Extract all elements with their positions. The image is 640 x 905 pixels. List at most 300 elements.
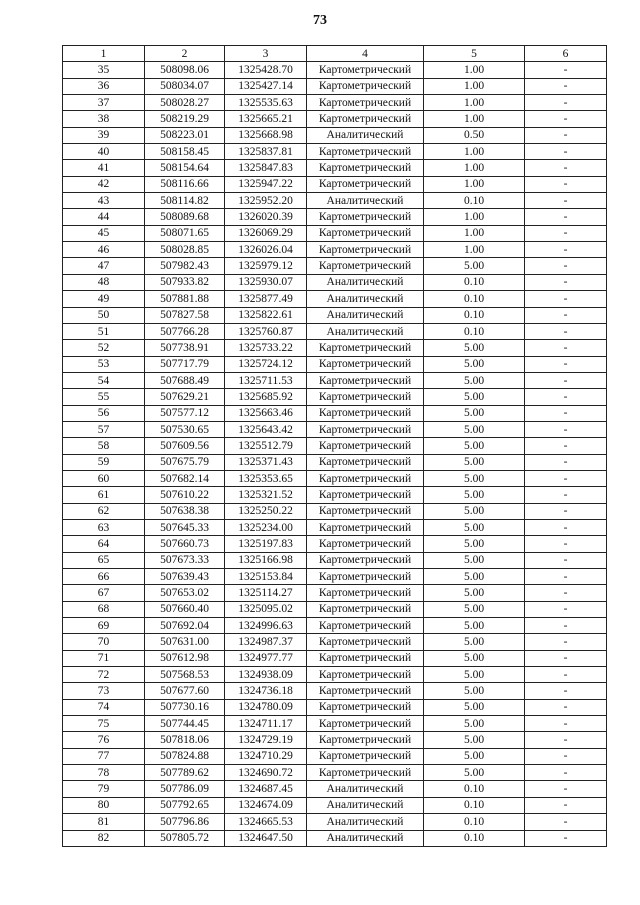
accuracy-cell: 5.00	[424, 634, 525, 650]
accuracy-cell: 0.10	[424, 797, 525, 813]
point-number-cell: 37	[63, 95, 145, 111]
table-row	[63, 503, 607, 519]
method-cell: Картометрический	[307, 258, 424, 274]
note-cell: -	[525, 650, 607, 666]
table-row	[63, 569, 607, 585]
method-cell: Картометрический	[307, 144, 424, 160]
x-coordinate-cell: 508116.66	[145, 176, 225, 192]
accuracy-cell: 5.00	[424, 438, 525, 454]
method-cell: Картометрический	[307, 716, 424, 732]
method-cell: Картометрический	[307, 470, 424, 486]
y-coordinate-cell: 1324996.63	[225, 618, 307, 634]
accuracy-cell: 5.00	[424, 356, 525, 372]
x-coordinate-cell: 507653.02	[145, 585, 225, 601]
table-row	[63, 650, 607, 666]
point-number-cell: 62	[63, 503, 145, 519]
table-row	[63, 748, 607, 764]
note-cell: -	[525, 193, 607, 209]
x-coordinate-cell: 507933.82	[145, 274, 225, 290]
table-row	[63, 781, 607, 797]
note-cell: -	[525, 225, 607, 241]
x-coordinate-cell: 507530.65	[145, 421, 225, 437]
accuracy-cell: 5.00	[424, 503, 525, 519]
point-number-cell: 47	[63, 258, 145, 274]
accuracy-cell: 5.00	[424, 683, 525, 699]
method-cell: Картометрический	[307, 438, 424, 454]
table-row	[63, 307, 607, 323]
coordinates-table	[62, 45, 607, 847]
point-number-cell: 54	[63, 372, 145, 388]
note-cell: -	[525, 814, 607, 830]
accuracy-cell: 5.00	[424, 569, 525, 585]
accuracy-cell: 5.00	[424, 585, 525, 601]
table-row	[63, 95, 607, 111]
point-number-cell: 45	[63, 225, 145, 241]
table-row	[63, 78, 607, 94]
table-row	[63, 193, 607, 209]
table-row	[63, 258, 607, 274]
table-header-row	[63, 46, 607, 62]
accuracy-cell: 1.00	[424, 225, 525, 241]
y-coordinate-cell: 1324710.29	[225, 748, 307, 764]
note-cell: -	[525, 503, 607, 519]
method-cell: Картометрический	[307, 372, 424, 388]
point-number-cell: 40	[63, 144, 145, 160]
point-number-cell: 59	[63, 454, 145, 470]
method-cell: Аналитический	[307, 291, 424, 307]
table-row	[63, 389, 607, 405]
method-cell: Картометрический	[307, 487, 424, 503]
x-coordinate-cell: 507982.43	[145, 258, 225, 274]
method-cell: Картометрический	[307, 732, 424, 748]
note-cell: -	[525, 552, 607, 568]
point-number-cell: 70	[63, 634, 145, 650]
note-cell: -	[525, 748, 607, 764]
note-cell: -	[525, 765, 607, 781]
method-cell: Картометрический	[307, 209, 424, 225]
y-coordinate-cell: 1325234.00	[225, 519, 307, 535]
table-row	[63, 372, 607, 388]
accuracy-cell: 5.00	[424, 470, 525, 486]
note-cell: -	[525, 569, 607, 585]
note-cell: -	[525, 291, 607, 307]
accuracy-cell: 0.10	[424, 193, 525, 209]
note-cell: -	[525, 716, 607, 732]
column-header: 2	[145, 46, 225, 62]
y-coordinate-cell: 1325353.65	[225, 470, 307, 486]
x-coordinate-cell: 507639.43	[145, 569, 225, 585]
table-row	[63, 699, 607, 715]
x-coordinate-cell: 507682.14	[145, 470, 225, 486]
point-number-cell: 49	[63, 291, 145, 307]
note-cell: -	[525, 307, 607, 323]
table-row	[63, 830, 607, 846]
point-number-cell: 39	[63, 127, 145, 143]
point-number-cell: 38	[63, 111, 145, 127]
point-number-cell: 75	[63, 716, 145, 732]
x-coordinate-cell: 507827.58	[145, 307, 225, 323]
x-coordinate-cell: 508071.65	[145, 225, 225, 241]
method-cell: Аналитический	[307, 193, 424, 209]
accuracy-cell: 5.00	[424, 405, 525, 421]
accuracy-cell: 5.00	[424, 421, 525, 437]
note-cell: -	[525, 487, 607, 503]
accuracy-cell: 5.00	[424, 716, 525, 732]
accuracy-cell: 5.00	[424, 765, 525, 781]
table-body	[63, 62, 607, 847]
point-number-cell: 77	[63, 748, 145, 764]
y-coordinate-cell: 1324665.53	[225, 814, 307, 830]
method-cell: Картометрический	[307, 503, 424, 519]
method-cell: Картометрический	[307, 111, 424, 127]
column-header: 4	[307, 46, 424, 62]
y-coordinate-cell: 1325095.02	[225, 601, 307, 617]
y-coordinate-cell: 1325643.42	[225, 421, 307, 437]
y-coordinate-cell: 1324647.50	[225, 830, 307, 846]
y-coordinate-cell: 1324729.19	[225, 732, 307, 748]
x-coordinate-cell: 507789.62	[145, 765, 225, 781]
accuracy-cell: 5.00	[424, 552, 525, 568]
point-number-cell: 46	[63, 242, 145, 258]
table-row	[63, 601, 607, 617]
note-cell: -	[525, 454, 607, 470]
table-row	[63, 225, 607, 241]
y-coordinate-cell: 1325822.61	[225, 307, 307, 323]
accuracy-cell: 1.00	[424, 95, 525, 111]
point-number-cell: 79	[63, 781, 145, 797]
method-cell: Картометрический	[307, 62, 424, 78]
accuracy-cell: 0.50	[424, 127, 525, 143]
method-cell: Картометрический	[307, 78, 424, 94]
table-row	[63, 683, 607, 699]
note-cell: -	[525, 95, 607, 111]
x-coordinate-cell: 508098.06	[145, 62, 225, 78]
x-coordinate-cell: 507629.21	[145, 389, 225, 405]
y-coordinate-cell: 1325371.43	[225, 454, 307, 470]
accuracy-cell: 1.00	[424, 62, 525, 78]
note-cell: -	[525, 601, 607, 617]
y-coordinate-cell: 1325428.70	[225, 62, 307, 78]
point-number-cell: 52	[63, 340, 145, 356]
table-row	[63, 618, 607, 634]
y-coordinate-cell: 1326026.04	[225, 242, 307, 258]
x-coordinate-cell: 507645.33	[145, 519, 225, 535]
method-cell: Картометрический	[307, 176, 424, 192]
accuracy-cell: 5.00	[424, 601, 525, 617]
point-number-cell: 48	[63, 274, 145, 290]
table-row	[63, 470, 607, 486]
table-row	[63, 160, 607, 176]
y-coordinate-cell: 1325979.12	[225, 258, 307, 274]
accuracy-cell: 5.00	[424, 454, 525, 470]
accuracy-cell: 0.10	[424, 274, 525, 290]
y-coordinate-cell: 1325663.46	[225, 405, 307, 421]
x-coordinate-cell: 507660.73	[145, 536, 225, 552]
note-cell: -	[525, 634, 607, 650]
column-header: 3	[225, 46, 307, 62]
accuracy-cell: 0.10	[424, 291, 525, 307]
x-coordinate-cell: 507610.22	[145, 487, 225, 503]
point-number-cell: 42	[63, 176, 145, 192]
x-coordinate-cell: 507631.00	[145, 634, 225, 650]
method-cell: Картометрический	[307, 519, 424, 535]
note-cell: -	[525, 830, 607, 846]
point-number-cell: 71	[63, 650, 145, 666]
x-coordinate-cell: 507673.33	[145, 552, 225, 568]
x-coordinate-cell: 507738.91	[145, 340, 225, 356]
note-cell: -	[525, 340, 607, 356]
note-cell: -	[525, 111, 607, 127]
point-number-cell: 80	[63, 797, 145, 813]
point-number-cell: 44	[63, 209, 145, 225]
x-coordinate-cell: 507792.65	[145, 797, 225, 813]
y-coordinate-cell: 1325153.84	[225, 569, 307, 585]
x-coordinate-cell: 507818.06	[145, 732, 225, 748]
method-cell: Аналитический	[307, 814, 424, 830]
y-coordinate-cell: 1325837.81	[225, 144, 307, 160]
y-coordinate-cell: 1325733.22	[225, 340, 307, 356]
x-coordinate-cell: 507577.12	[145, 405, 225, 421]
y-coordinate-cell: 1325947.22	[225, 176, 307, 192]
y-coordinate-cell: 1325685.92	[225, 389, 307, 405]
table-row	[63, 634, 607, 650]
table-row	[63, 797, 607, 813]
accuracy-cell: 5.00	[424, 667, 525, 683]
method-cell: Картометрический	[307, 225, 424, 241]
x-coordinate-cell: 508114.82	[145, 193, 225, 209]
y-coordinate-cell: 1324987.37	[225, 634, 307, 650]
x-coordinate-cell: 507881.88	[145, 291, 225, 307]
point-number-cell: 69	[63, 618, 145, 634]
y-coordinate-cell: 1325724.12	[225, 356, 307, 372]
note-cell: -	[525, 176, 607, 192]
y-coordinate-cell: 1324711.17	[225, 716, 307, 732]
point-number-cell: 67	[63, 585, 145, 601]
point-number-cell: 81	[63, 814, 145, 830]
method-cell: Картометрический	[307, 552, 424, 568]
point-number-cell: 68	[63, 601, 145, 617]
table-row	[63, 62, 607, 78]
table-row	[63, 405, 607, 421]
accuracy-cell: 5.00	[424, 340, 525, 356]
method-cell: Картометрический	[307, 242, 424, 258]
point-number-cell: 57	[63, 421, 145, 437]
method-cell: Картометрический	[307, 683, 424, 699]
note-cell: -	[525, 732, 607, 748]
y-coordinate-cell: 1325665.21	[225, 111, 307, 127]
accuracy-cell: 0.10	[424, 307, 525, 323]
method-cell: Аналитический	[307, 127, 424, 143]
table-row	[63, 454, 607, 470]
point-number-cell: 76	[63, 732, 145, 748]
y-coordinate-cell: 1325250.22	[225, 503, 307, 519]
y-coordinate-cell: 1324687.45	[225, 781, 307, 797]
note-cell: -	[525, 699, 607, 715]
x-coordinate-cell: 508154.64	[145, 160, 225, 176]
column-header: 1	[63, 46, 145, 62]
point-number-cell: 55	[63, 389, 145, 405]
table-row	[63, 716, 607, 732]
x-coordinate-cell: 508223.01	[145, 127, 225, 143]
y-coordinate-cell: 1325197.83	[225, 536, 307, 552]
table-row	[63, 438, 607, 454]
method-cell: Картометрический	[307, 667, 424, 683]
table-row	[63, 111, 607, 127]
page-number: 73	[313, 13, 327, 28]
table-row	[63, 176, 607, 192]
note-cell: -	[525, 797, 607, 813]
y-coordinate-cell: 1325877.49	[225, 291, 307, 307]
x-coordinate-cell: 507612.98	[145, 650, 225, 666]
method-cell: Картометрический	[307, 356, 424, 372]
point-number-cell: 35	[63, 62, 145, 78]
note-cell: -	[525, 618, 607, 634]
note-cell: -	[525, 781, 607, 797]
x-coordinate-cell: 507568.53	[145, 667, 225, 683]
method-cell: Картометрический	[307, 618, 424, 634]
y-coordinate-cell: 1325930.07	[225, 274, 307, 290]
note-cell: -	[525, 667, 607, 683]
method-cell: Картометрический	[307, 748, 424, 764]
note-cell: -	[525, 470, 607, 486]
table-row	[63, 667, 607, 683]
note-cell: -	[525, 258, 607, 274]
x-coordinate-cell: 508028.85	[145, 242, 225, 258]
y-coordinate-cell: 1325668.98	[225, 127, 307, 143]
accuracy-cell: 1.00	[424, 176, 525, 192]
y-coordinate-cell: 1324977.77	[225, 650, 307, 666]
method-cell: Картометрический	[307, 569, 424, 585]
note-cell: -	[525, 389, 607, 405]
table-row	[63, 536, 607, 552]
point-number-cell: 66	[63, 569, 145, 585]
column-header: 6	[525, 46, 607, 62]
table-row	[63, 356, 607, 372]
table-row	[63, 340, 607, 356]
x-coordinate-cell: 507824.88	[145, 748, 225, 764]
y-coordinate-cell: 1325321.52	[225, 487, 307, 503]
accuracy-cell: 5.00	[424, 650, 525, 666]
note-cell: -	[525, 160, 607, 176]
accuracy-cell: 0.10	[424, 830, 525, 846]
point-number-cell: 78	[63, 765, 145, 781]
method-cell: Аналитический	[307, 307, 424, 323]
note-cell: -	[525, 356, 607, 372]
method-cell: Картометрический	[307, 340, 424, 356]
accuracy-cell: 0.10	[424, 781, 525, 797]
x-coordinate-cell: 507660.40	[145, 601, 225, 617]
method-cell: Картометрический	[307, 585, 424, 601]
x-coordinate-cell: 507638.38	[145, 503, 225, 519]
point-number-cell: 74	[63, 699, 145, 715]
accuracy-cell: 0.10	[424, 814, 525, 830]
x-coordinate-cell: 507692.04	[145, 618, 225, 634]
note-cell: -	[525, 536, 607, 552]
x-coordinate-cell: 507744.45	[145, 716, 225, 732]
note-cell: -	[525, 209, 607, 225]
table-row	[63, 127, 607, 143]
point-number-cell: 72	[63, 667, 145, 683]
accuracy-cell: 5.00	[424, 389, 525, 405]
table-row	[63, 421, 607, 437]
method-cell: Картометрический	[307, 160, 424, 176]
method-cell: Картометрический	[307, 601, 424, 617]
point-number-cell: 65	[63, 552, 145, 568]
y-coordinate-cell: 1325166.98	[225, 552, 307, 568]
y-coordinate-cell: 1324674.09	[225, 797, 307, 813]
note-cell: -	[525, 405, 607, 421]
table-row	[63, 585, 607, 601]
y-coordinate-cell: 1324690.72	[225, 765, 307, 781]
note-cell: -	[525, 242, 607, 258]
y-coordinate-cell: 1324780.09	[225, 699, 307, 715]
table-row	[63, 209, 607, 225]
accuracy-cell: 1.00	[424, 111, 525, 127]
column-header: 5	[424, 46, 525, 62]
note-cell: -	[525, 372, 607, 388]
method-cell: Аналитический	[307, 323, 424, 339]
method-cell: Картометрический	[307, 650, 424, 666]
accuracy-cell: 5.00	[424, 536, 525, 552]
point-number-cell: 50	[63, 307, 145, 323]
method-cell: Картометрический	[307, 405, 424, 421]
x-coordinate-cell: 507609.56	[145, 438, 225, 454]
table-row	[63, 242, 607, 258]
table-row	[63, 487, 607, 503]
method-cell: Картометрический	[307, 421, 424, 437]
x-coordinate-cell: 507688.49	[145, 372, 225, 388]
method-cell: Аналитический	[307, 797, 424, 813]
point-number-cell: 73	[63, 683, 145, 699]
point-number-cell: 36	[63, 78, 145, 94]
table-row	[63, 519, 607, 535]
point-number-cell: 82	[63, 830, 145, 846]
accuracy-cell: 5.00	[424, 487, 525, 503]
x-coordinate-cell: 508028.27	[145, 95, 225, 111]
x-coordinate-cell: 507675.79	[145, 454, 225, 470]
y-coordinate-cell: 1324736.18	[225, 683, 307, 699]
y-coordinate-cell: 1325711.53	[225, 372, 307, 388]
accuracy-cell: 5.00	[424, 748, 525, 764]
method-cell: Картометрический	[307, 95, 424, 111]
y-coordinate-cell: 1325114.27	[225, 585, 307, 601]
x-coordinate-cell: 507786.09	[145, 781, 225, 797]
y-coordinate-cell: 1325952.20	[225, 193, 307, 209]
x-coordinate-cell: 507717.79	[145, 356, 225, 372]
point-number-cell: 64	[63, 536, 145, 552]
x-coordinate-cell: 508089.68	[145, 209, 225, 225]
x-coordinate-cell: 507805.72	[145, 830, 225, 846]
x-coordinate-cell: 508034.07	[145, 78, 225, 94]
accuracy-cell: 5.00	[424, 372, 525, 388]
y-coordinate-cell: 1325512.79	[225, 438, 307, 454]
note-cell: -	[525, 62, 607, 78]
method-cell: Картометрический	[307, 765, 424, 781]
note-cell: -	[525, 438, 607, 454]
accuracy-cell: 1.00	[424, 144, 525, 160]
note-cell: -	[525, 585, 607, 601]
x-coordinate-cell: 507766.28	[145, 323, 225, 339]
accuracy-cell: 5.00	[424, 258, 525, 274]
point-number-cell: 63	[63, 519, 145, 535]
note-cell: -	[525, 323, 607, 339]
table-row	[63, 323, 607, 339]
accuracy-cell: 1.00	[424, 209, 525, 225]
table-row	[63, 814, 607, 830]
note-cell: -	[525, 144, 607, 160]
x-coordinate-cell: 508219.29	[145, 111, 225, 127]
point-number-cell: 56	[63, 405, 145, 421]
